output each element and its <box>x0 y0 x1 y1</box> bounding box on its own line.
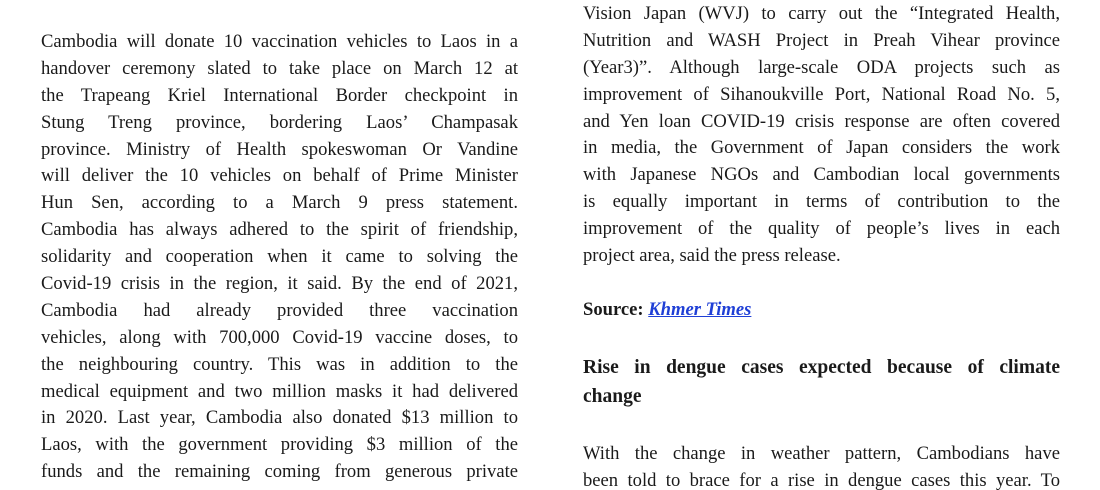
body-text-line: improvement of Sihanoukville Port, National Road No. 5, <box>583 83 1060 105</box>
body-text-line: Cambodia has always adhered to the spirit of friendship, <box>41 219 518 241</box>
source-label: Source: <box>583 298 644 320</box>
body-text-line: in media, the Government of Japan considers the work <box>583 137 1060 159</box>
body-text-line: Cambodia will donate 10 vaccination vehicles to Laos in a <box>41 31 518 52</box>
body-text-line: vehicles, along with 700,000 Covid-19 vaccine doses, to <box>41 326 518 348</box>
body-text-line: Vision Japan (WVJ) to carry out the “Integrated Health, <box>583 3 1060 24</box>
left-column-article <box>41 29 518 486</box>
body-text-line: been told to brace for a rise in dengue cases this year. To <box>583 469 1060 490</box>
right-column-article <box>583 1 1060 490</box>
body-text-line: province. Ministry of Health spokeswoman Or Vandine <box>41 138 518 160</box>
source-attribution <box>583 297 1060 324</box>
body-text-line: handover ceremony slated to take place on March 12 at <box>41 57 518 79</box>
body-text-line: is equally important in terms of contribution to the <box>583 191 1060 213</box>
body-text-line: Nutrition and WASH Project in Preah Vihear province <box>583 29 1060 51</box>
body-text-line: will deliver the 10 vehicles on behalf of Prime Minister <box>41 165 518 187</box>
body-text-line: Hun Sen, according to a March 9 press statement. <box>41 192 518 214</box>
body-text-line: funds and the remaining coming from generous private <box>41 461 518 483</box>
headline-line: Rise in dengue cases expected because of climate <box>583 356 1060 378</box>
body-text-line: With the change in weather pattern, Cambodians have <box>583 442 1060 464</box>
body-text-line: project area, said the press release. <box>583 245 841 267</box>
headline-line: change <box>583 385 642 407</box>
body-text-line: the Trapeang Kriel International Border checkpoint in <box>41 84 518 106</box>
body-text-line: and Yen loan COVID-19 crisis response are often covered <box>583 110 1060 132</box>
article-paragraph <box>583 441 1060 490</box>
body-text-line: solidarity and cooperation when it came to solving the <box>41 246 518 268</box>
body-text-line: with Japanese NGOs and Cambodian local governments <box>583 164 1060 186</box>
body-text-line: improvement of the quality of people’s lives in each <box>583 218 1060 240</box>
article-headline <box>583 353 1060 411</box>
body-text-line: Cambodia had already provided three vaccination <box>41 299 518 321</box>
body-text-line: Stung Treng province, bordering Laos’ Champasak <box>41 111 518 133</box>
body-text-line: (Year3)”. Although large-scale ODA projects such as <box>583 56 1060 78</box>
body-text-line: in 2020. Last year, Cambodia also donated $13 million to <box>41 407 518 429</box>
body-text-line: the neighbouring country. This was in addition to the <box>41 353 518 375</box>
body-text-line: Covid-19 crisis in the region, it said. By the end of 2021, <box>41 273 518 295</box>
body-text-line: medical equipment and two million masks it had delivered <box>41 380 518 402</box>
body-text-line: Laos, with the government providing $3 million of the <box>41 434 518 456</box>
source-link[interactable]: Khmer Times <box>648 298 752 320</box>
